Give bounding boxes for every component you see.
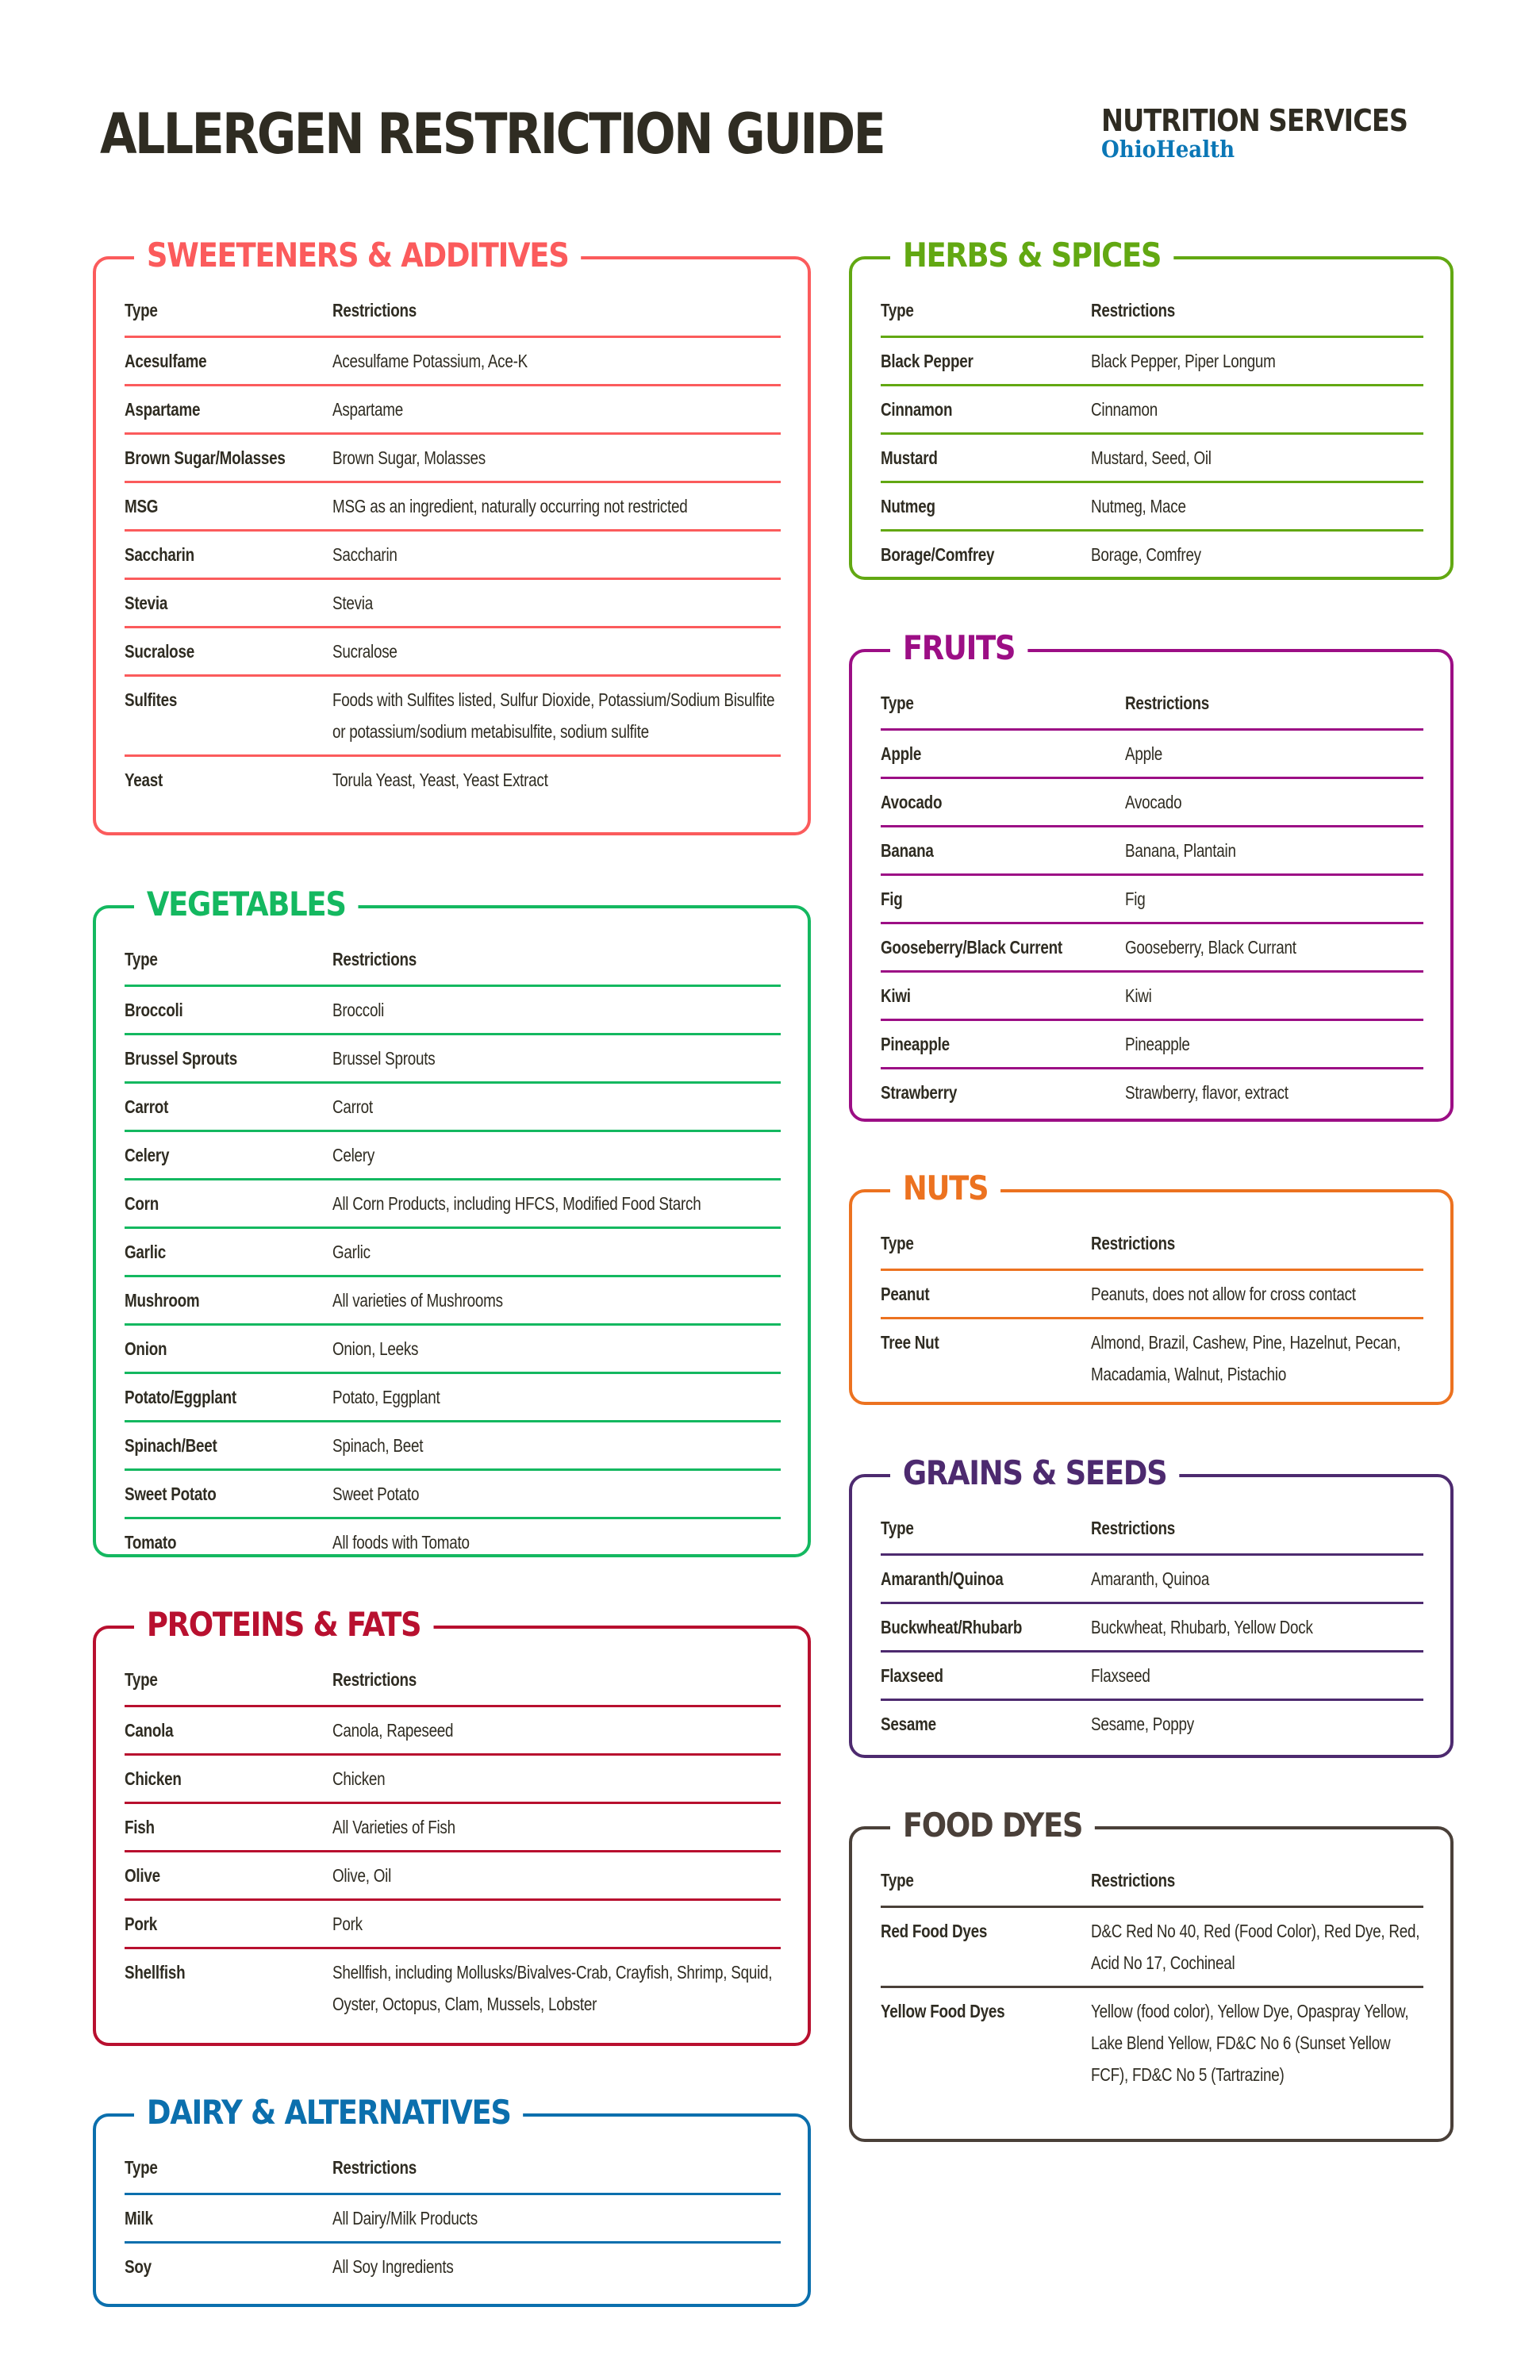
allergen-restrictions: All foods with Tomato xyxy=(332,1532,470,1553)
allergen-type: Stevia xyxy=(125,579,332,628)
table-row xyxy=(881,730,1423,778)
column-header-type: Type xyxy=(881,684,1125,730)
table-row xyxy=(125,1470,781,1518)
table-row xyxy=(881,1652,1423,1700)
allergen-restrictions: Pineapple xyxy=(1125,1020,1423,1069)
allergen-type: Gooseberry/Black Current xyxy=(881,923,1125,972)
allergen-table xyxy=(125,2148,781,2290)
allergen-restrictions: Sesame, Poppy xyxy=(1091,1714,1194,1734)
column-header-type: Type xyxy=(125,2148,332,2194)
section-title: SWEETENERS & ADDITIVES xyxy=(134,235,581,276)
allergen-restrictions: Spinach, Beet xyxy=(332,1422,781,1470)
column-header-restrictions: Restrictions xyxy=(332,940,781,986)
table-row xyxy=(125,1373,781,1422)
allergen-restrictions: All Varieties of Fish xyxy=(332,1803,781,1852)
table-row xyxy=(125,1035,781,1083)
table-header-row xyxy=(881,291,1423,337)
allergen-type: Canola xyxy=(125,1706,332,1755)
allergen-table xyxy=(881,1224,1423,1397)
allergen-type: Broccoli xyxy=(125,986,332,1035)
allergen-type: Apple xyxy=(881,730,1125,778)
table-row xyxy=(125,676,781,756)
allergen-restrictions: Aspartame xyxy=(332,386,781,434)
table-row xyxy=(125,1518,781,1566)
section-dairy xyxy=(93,2093,811,2307)
allergen-restrictions: All Dairy/Milk Products xyxy=(332,2194,781,2243)
allergen-type: Banana xyxy=(881,827,1125,875)
allergen-restrictions: Yellow (food color), Yellow Dye, Opaspray Yellow, Lake Blend Yellow, FD&C No 6 (Sunset Yellow FCF), FD&C No 5 (Tartrazine) xyxy=(1091,2001,1409,2085)
table-row xyxy=(125,434,781,482)
allergen-type: Kiwi xyxy=(881,972,1125,1020)
allergen-restrictions: Apple xyxy=(1125,730,1423,778)
allergen-type: Peanut xyxy=(881,1270,1091,1319)
allergen-type: Nutmeg xyxy=(881,482,1091,531)
table-header-row xyxy=(125,2148,781,2194)
table-row xyxy=(125,1803,781,1852)
table-row xyxy=(881,1603,1423,1652)
allergen-type: Chicken xyxy=(125,1755,332,1803)
table-row xyxy=(881,1907,1423,1987)
table-row xyxy=(881,1700,1423,1748)
table-row xyxy=(881,482,1423,531)
allergen-restrictions: Onion, Leeks xyxy=(332,1325,781,1373)
table-row xyxy=(881,923,1423,972)
section-dyes xyxy=(849,1806,1454,2142)
section-fruits xyxy=(849,628,1454,1122)
section-title: HERBS & SPICES xyxy=(890,235,1173,276)
table-row xyxy=(125,1180,781,1228)
column-header-type: Type xyxy=(881,1509,1091,1555)
allergen-type: Garlic xyxy=(125,1228,332,1276)
allergen-table xyxy=(125,940,781,1565)
allergen-restrictions: All varieties of Mushrooms xyxy=(332,1276,781,1325)
allergen-type: Spinach/Beet xyxy=(125,1422,332,1470)
organization-logo-text: OhioHealth xyxy=(1101,136,1235,163)
allergen-restrictions: Canola, Rapeseed xyxy=(332,1706,781,1755)
table-header-row xyxy=(125,291,781,337)
allergen-type: Aspartame xyxy=(125,386,332,434)
section-title: PROTEINS & FATS xyxy=(134,1604,433,1645)
allergen-type: Fig xyxy=(881,875,1125,923)
table-row xyxy=(881,972,1423,1020)
allergen-restrictions: Garlic xyxy=(332,1228,781,1276)
page-title: ALLERGEN RESTRICTION GUIDE xyxy=(100,102,885,167)
table-row xyxy=(881,386,1423,434)
allergen-table xyxy=(125,291,781,803)
allergen-type: Yeast xyxy=(125,770,163,790)
allergen-type: MSG xyxy=(125,482,332,531)
allergen-type: Black Pepper xyxy=(881,337,1091,386)
section-nuts xyxy=(849,1169,1454,1405)
column-header-restrictions: Restrictions xyxy=(332,1660,781,1706)
allergen-restrictions: Pork xyxy=(332,1900,781,1948)
table-row xyxy=(125,531,781,579)
table-row xyxy=(125,756,781,804)
section-grains xyxy=(849,1453,1454,1758)
column-header-type: Type xyxy=(881,1224,1091,1270)
table-row xyxy=(125,1755,781,1803)
allergen-type: Potato/Eggplant xyxy=(125,1373,332,1422)
allergen-table xyxy=(881,1861,1423,2098)
allergen-restrictions: Potato, Eggplant xyxy=(332,1373,781,1422)
table-row xyxy=(125,1900,781,1948)
section-title: GRAINS & SEEDS xyxy=(890,1453,1179,1494)
table-header-row xyxy=(125,940,781,986)
table-row xyxy=(881,1555,1423,1603)
allergen-restrictions: D&C Red No 40, Red (Food Color), Red Dye, Red, Acid No 17, Cochineal xyxy=(1091,1907,1423,1987)
allergen-type: Pork xyxy=(125,1900,332,1948)
allergen-table xyxy=(881,1509,1423,1747)
table-row xyxy=(125,2194,781,2243)
allergen-type: Onion xyxy=(125,1325,332,1373)
table-row xyxy=(125,579,781,628)
table-row xyxy=(881,337,1423,386)
allergen-type: Brown Sugar/Molasses xyxy=(125,434,332,482)
table-row xyxy=(881,1987,1423,2098)
allergen-type: Amaranth/Quinoa xyxy=(881,1555,1091,1603)
allergen-type: Avocado xyxy=(881,778,1125,827)
table-row xyxy=(125,1706,781,1755)
table-row xyxy=(881,1319,1423,1398)
table-row xyxy=(125,628,781,676)
allergen-type: Pineapple xyxy=(881,1020,1125,1069)
allergen-type: Sucralose xyxy=(125,628,332,676)
table-row xyxy=(881,1069,1423,1116)
column-header-restrictions: Restrictions xyxy=(1091,1861,1423,1907)
section-title: FOOD DYES xyxy=(890,1805,1095,1846)
allergen-restrictions: Foods with Sulfites listed, Sulfur Dioxide, Potassium/Sodium Bisulfite or potassium/sodium metabisulfite, sodium sulfite xyxy=(332,676,781,756)
allergen-type: Saccharin xyxy=(125,531,332,579)
allergen-restrictions: Carrot xyxy=(332,1083,781,1131)
table-row xyxy=(125,1228,781,1276)
allergen-restrictions: Brown Sugar, Molasses xyxy=(332,434,781,482)
allergen-type: Soy xyxy=(125,2256,152,2277)
table-row xyxy=(881,1020,1423,1069)
allergen-type: Shellfish xyxy=(125,1962,186,1983)
allergen-type: Buckwheat/Rhubarb xyxy=(881,1603,1091,1652)
allergen-restrictions: Torula Yeast, Yeast, Yeast Extract xyxy=(332,770,548,790)
column-header-type: Type xyxy=(881,291,1091,337)
allergen-restrictions: Broccoli xyxy=(332,986,781,1035)
allergen-type: Strawberry xyxy=(881,1082,958,1103)
column-header-restrictions: Restrictions xyxy=(1091,291,1423,337)
allergen-type: Corn xyxy=(125,1180,332,1228)
allergen-restrictions: Olive, Oil xyxy=(332,1852,781,1900)
section-title: FRUITS xyxy=(890,628,1027,669)
allergen-table xyxy=(881,684,1423,1115)
allergen-type: Tree Nut xyxy=(881,1332,939,1353)
brand-block xyxy=(1101,105,1450,162)
allergen-restrictions: MSG as an ingredient, naturally occurring not restricted xyxy=(332,482,781,531)
table-row xyxy=(881,531,1423,578)
allergen-type: Yellow Food Dyes xyxy=(881,2001,1005,2021)
allergen-restrictions: Black Pepper, Piper Longum xyxy=(1091,337,1423,386)
table-row xyxy=(125,2243,781,2290)
section-title: VEGETABLES xyxy=(134,884,358,925)
allergen-restrictions: Avocado xyxy=(1125,778,1423,827)
section-proteins xyxy=(93,1605,811,2046)
table-header-row xyxy=(125,1660,781,1706)
allergen-restrictions: Celery xyxy=(332,1131,781,1180)
table-header-row xyxy=(881,1224,1423,1270)
table-row xyxy=(881,778,1423,827)
table-row xyxy=(125,482,781,531)
section-title: DAIRY & ALTERNATIVES xyxy=(134,2092,524,2133)
allergen-type: Red Food Dyes xyxy=(881,1907,1091,1987)
allergen-restrictions: Acesulfame Potassium, Ace-K xyxy=(332,337,781,386)
allergen-restrictions: Almond, Brazil, Cashew, Pine, Hazelnut, Pecan, Macadamia, Walnut, Pistachio xyxy=(1091,1332,1401,1384)
section-vegetables xyxy=(93,885,811,1557)
table-row xyxy=(881,1270,1423,1319)
allergen-type: Sweet Potato xyxy=(125,1470,332,1518)
allergen-restrictions: Sucralose xyxy=(332,628,781,676)
department-name: NUTRITION SERVICES xyxy=(1101,103,1408,138)
allergen-type: Sesame xyxy=(881,1714,936,1734)
allergen-restrictions: Gooseberry, Black Currant xyxy=(1125,923,1423,972)
column-header-type: Type xyxy=(125,291,332,337)
column-header-type: Type xyxy=(881,1861,1091,1907)
allergen-restrictions: Amaranth, Quinoa xyxy=(1091,1555,1423,1603)
allergen-type: Milk xyxy=(125,2194,332,2243)
allergen-table xyxy=(881,291,1423,578)
table-header-row xyxy=(881,1509,1423,1555)
table-row xyxy=(125,1276,781,1325)
allergen-restrictions: Kiwi xyxy=(1125,972,1423,1020)
allergen-type: Sulfites xyxy=(125,676,332,756)
allergen-type: Fish xyxy=(125,1803,332,1852)
allergen-restrictions: Chicken xyxy=(332,1755,781,1803)
allergen-restrictions: Flaxseed xyxy=(1091,1652,1423,1700)
section-title: NUTS xyxy=(890,1168,1000,1209)
allergen-restrictions: Fig xyxy=(1125,875,1423,923)
table-row xyxy=(881,827,1423,875)
column-header-restrictions: Restrictions xyxy=(332,2148,781,2194)
allergen-restrictions: All Soy Ingredients xyxy=(332,2256,454,2277)
allergen-type: Acesulfame xyxy=(125,337,332,386)
allergen-type: Carrot xyxy=(125,1083,332,1131)
allergen-restrictions: Shellfish, including Mollusks/Bivalves-Crab, Crayfish, Shrimp, Squid, Oyster, Octopus, Clam, Mussels, Lobster xyxy=(332,1962,773,2014)
allergen-type: Cinnamon xyxy=(881,386,1091,434)
table-row xyxy=(125,1422,781,1470)
allergen-restrictions: Cinnamon xyxy=(1091,386,1423,434)
table-row xyxy=(881,875,1423,923)
section-sweeteners xyxy=(93,236,811,835)
allergen-restrictions: Stevia xyxy=(332,579,781,628)
allergen-restrictions: Saccharin xyxy=(332,531,781,579)
column-header-restrictions: Restrictions xyxy=(1091,1224,1423,1270)
section-herbs xyxy=(849,236,1454,580)
table-row xyxy=(125,337,781,386)
allergen-restrictions: Borage, Comfrey xyxy=(1091,544,1201,565)
allergen-type: Olive xyxy=(125,1852,332,1900)
allergen-type: Brussel Sprouts xyxy=(125,1035,332,1083)
allergen-type: Borage/Comfrey xyxy=(881,544,995,565)
allergen-table xyxy=(125,1660,781,2027)
table-row xyxy=(125,1325,781,1373)
allergen-type: Mustard xyxy=(881,434,1091,482)
table-header-row xyxy=(881,684,1423,730)
allergen-restrictions: Strawberry, flavor, extract xyxy=(1125,1082,1288,1103)
allergen-restrictions: Mustard, Seed, Oil xyxy=(1091,434,1423,482)
allergen-restrictions: Brussel Sprouts xyxy=(332,1035,781,1083)
table-row xyxy=(125,1852,781,1900)
allergen-restrictions: Buckwheat, Rhubarb, Yellow Dock xyxy=(1091,1603,1423,1652)
allergen-restrictions: All Corn Products, including HFCS, Modified Food Starch xyxy=(332,1180,781,1228)
allergen-restrictions: Banana, Plantain xyxy=(1125,827,1423,875)
table-row xyxy=(125,1131,781,1180)
column-header-restrictions: Restrictions xyxy=(332,291,781,337)
column-header-restrictions: Restrictions xyxy=(1091,1509,1423,1555)
table-row xyxy=(125,386,781,434)
table-row xyxy=(125,1948,781,2028)
allergen-type: Celery xyxy=(125,1131,332,1180)
table-header-row xyxy=(881,1861,1423,1907)
allergen-type: Flaxseed xyxy=(881,1652,1091,1700)
allergen-type: Mushroom xyxy=(125,1276,332,1325)
allergen-restrictions: Sweet Potato xyxy=(332,1470,781,1518)
allergen-type: Tomato xyxy=(125,1532,177,1553)
table-row xyxy=(125,1083,781,1131)
table-row xyxy=(125,986,781,1035)
table-row xyxy=(881,434,1423,482)
allergen-restrictions: Peanuts, does not allow for cross contact xyxy=(1091,1270,1423,1319)
column-header-type: Type xyxy=(125,1660,332,1706)
allergen-restrictions: Nutmeg, Mace xyxy=(1091,482,1423,531)
column-header-restrictions: Restrictions xyxy=(1125,684,1423,730)
column-header-type: Type xyxy=(125,940,332,986)
